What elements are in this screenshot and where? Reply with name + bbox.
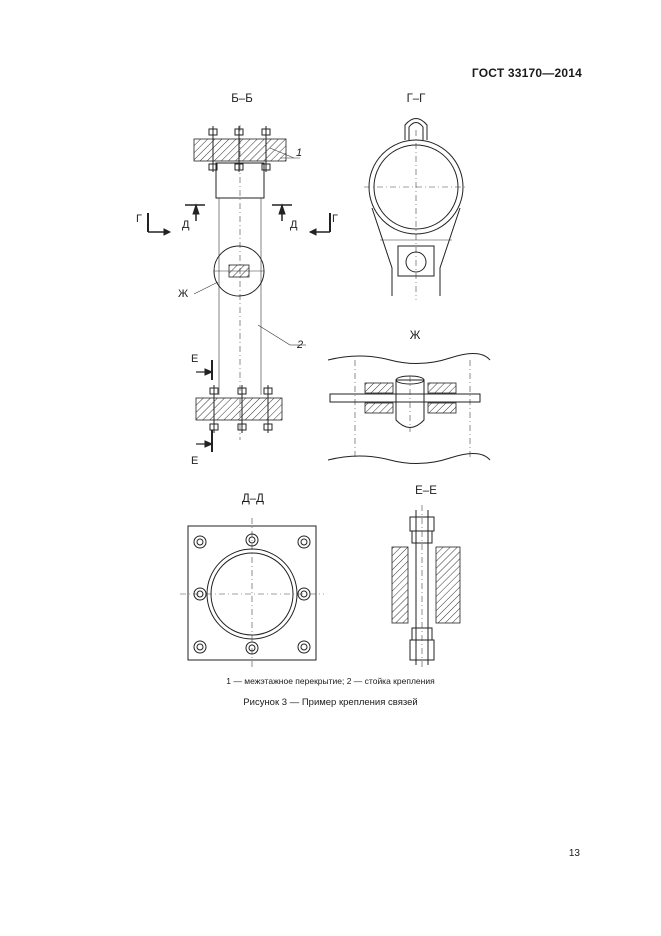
section-gg bbox=[364, 119, 468, 301]
marker-label-g-left: Г bbox=[136, 213, 142, 225]
marker-label-zh: Ж bbox=[178, 288, 189, 300]
marker-label-one: 1 bbox=[296, 147, 303, 159]
view-label-zh: Ж bbox=[409, 330, 421, 342]
view-label-dd: Д–Д bbox=[242, 493, 264, 505]
marker-label-d-left: Д bbox=[182, 219, 190, 231]
view-label-ee: Е–Е bbox=[415, 485, 437, 497]
marker-label-d-right: Д bbox=[290, 219, 298, 231]
marker-label-g-right: Г bbox=[332, 213, 338, 225]
section-marker-e-top bbox=[196, 360, 212, 380]
view-label-bb: Б–Б bbox=[231, 93, 253, 105]
floor-slab-bottom bbox=[196, 398, 282, 420]
view-label-gg: Г–Г bbox=[406, 93, 426, 105]
section-marker-g-left bbox=[148, 213, 170, 235]
marker-label-e-bottom: Е bbox=[191, 455, 199, 467]
marker-label-two: 2 bbox=[297, 339, 304, 351]
section-ee bbox=[392, 505, 460, 670]
standard-header: ГОСТ 33170—2014 bbox=[471, 66, 582, 80]
figure-legend: 1 — межэтажное перекрытие; 2 — стойка крепления bbox=[226, 676, 435, 686]
section-dd bbox=[180, 518, 324, 668]
section-marker-g-right bbox=[310, 213, 330, 235]
section-marker-d-right bbox=[272, 205, 292, 221]
section-bb bbox=[136, 125, 338, 467]
detail-zh bbox=[328, 353, 490, 463]
section-marker-e-bottom bbox=[196, 430, 212, 452]
page-number: 13 bbox=[568, 848, 580, 859]
marker-label-e-top: Е bbox=[191, 353, 199, 365]
figure-caption: Рисунок 3 — Пример крепления связей bbox=[243, 697, 418, 708]
